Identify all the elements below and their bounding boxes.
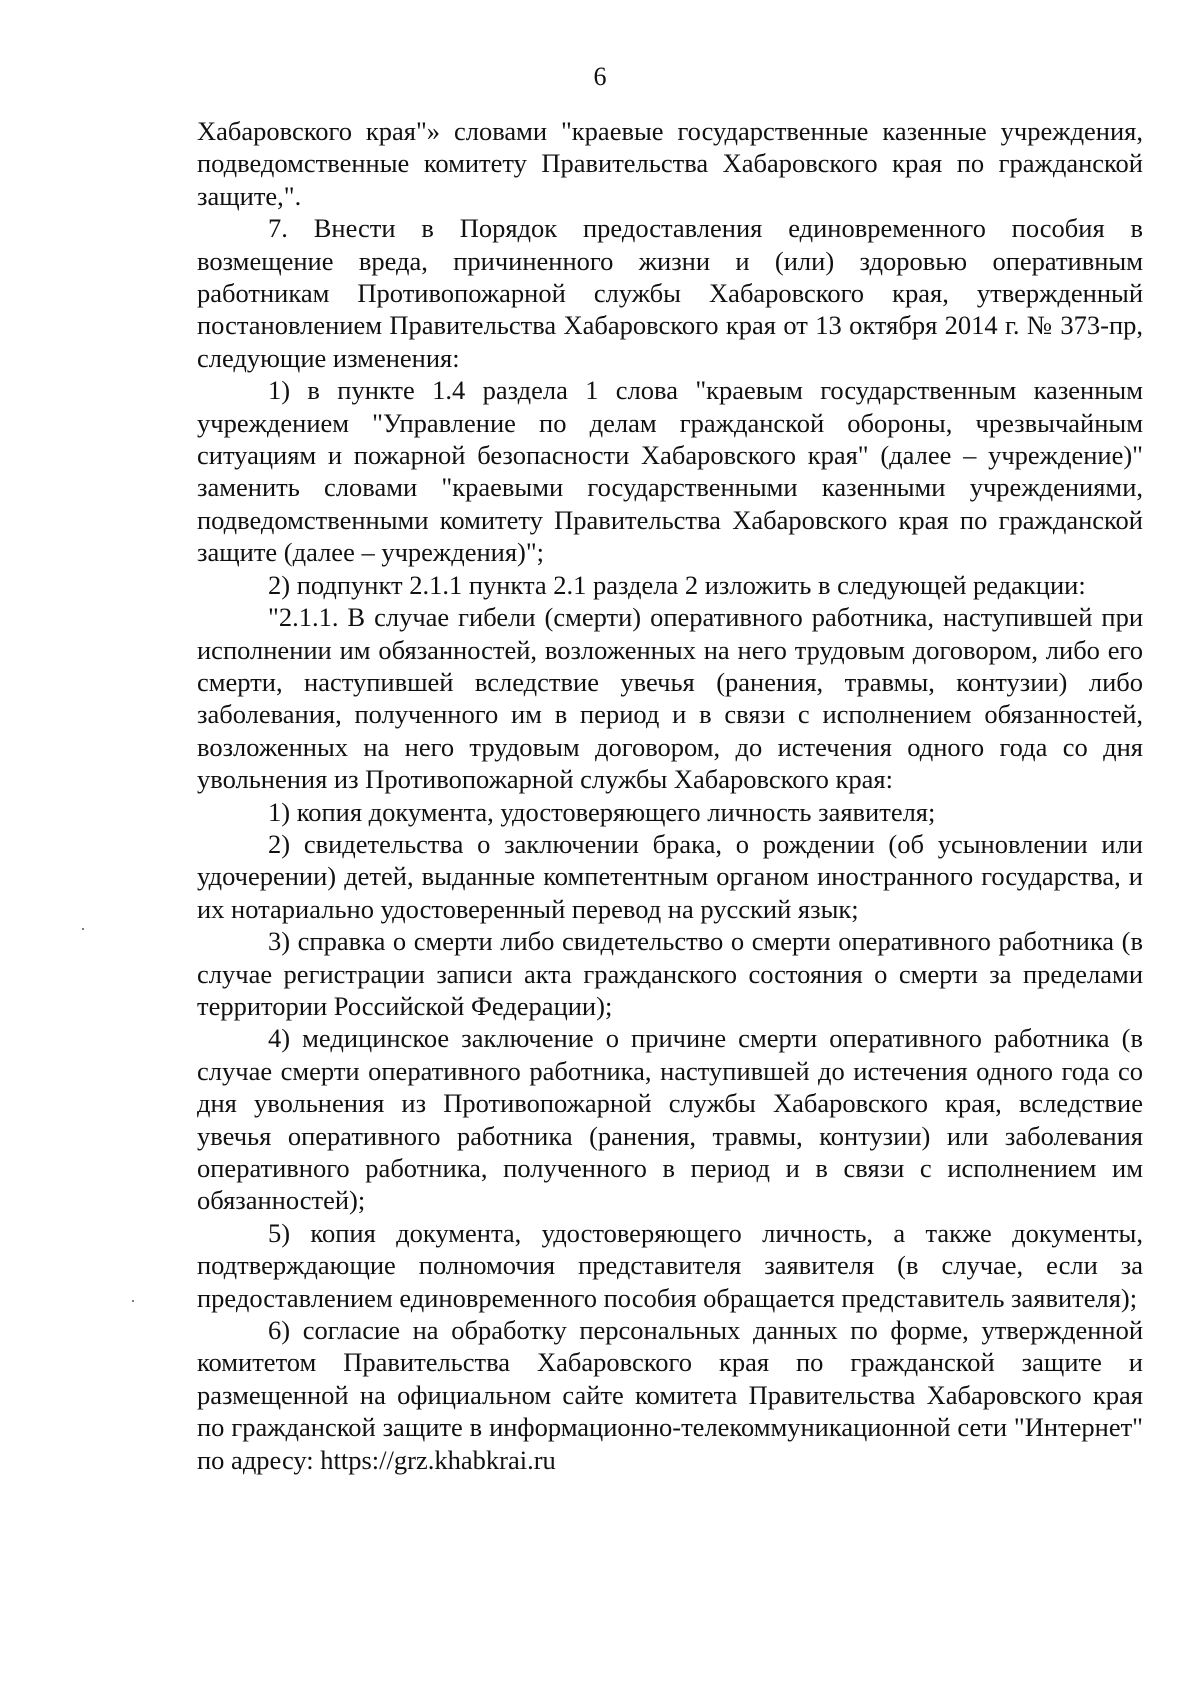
list-item-4: 4) медицинское заключение о причине смерти оперативного работника (в случае смерти оперативного работника, наступившей до истечения одного года со дня увольнения из Противопожарной службы Хабаровского края, вследствие увечья оперативного работника (ранения, травмы, контузии) или заболевания оперативного работника, полученного в период и в связи с исполнением им обязанностей); <box>197 1023 1143 1216</box>
paragraph-item-7: 7. Внести в Порядок предоставления единовременного пособия в возмещение вреда, причиненного жизни и (или) здоровью оперативным работникам Противопожарной службы Хабаровского края, утвержденный постановлением Правительства Хабаровского края от 13 октября 2014 г. № 373-пр, следующие изменения: <box>197 213 1143 373</box>
scan-speck <box>132 1300 134 1302</box>
paragraph-continuation: Хабаровского края"» словами "краевые государственные казенные учреждения, подведомственные комитету Правительства Хабаровского края по гражданской защите,". <box>197 116 1143 211</box>
page-number: 6 <box>593 62 607 91</box>
list-item-6: 6) согласие на обработку персональных данных по форме, утвержденной комитетом Правительства Хабаровского края по гражданской защите и размещенной на официальном сайте комитета Правительства Хабаровского края по гражданской защите в информационно-телекоммуникационной сети "Интернет" по адресу: https://grz.khabkrai.ru <box>197 1315 1143 1475</box>
scan-speck <box>82 928 84 930</box>
document-body <box>197 115 1143 1476</box>
list-item-1: 1) копия документа, удостоверяющего личность заявителя; <box>268 796 936 827</box>
paragraph-subitem-2: 2) подпункт 2.1.1 пункта 2.1 раздела 2 изложить в следующей редакции: <box>268 569 1086 600</box>
list-item-5: 5) копия документа, удостоверяющего личность, а также документы, подтверждающие полномочия представителя заявителя (в случае, если за предоставлением единовременного пособия обращается представитель заявителя); <box>197 1217 1143 1313</box>
list-item-2: 2) свидетельства о заключении брака, о рождении (об усыновлении или удочерении) детей, выданные компетентным органом иностранного государства, и их нотариально удостоверенный перевод на русский язык; <box>197 828 1143 924</box>
paragraph-clause-2-1-1: "2.1.1. В случае гибели (смерти) оперативного работника, наступившей при исполнении им обязанностей, возложенных на него трудовым договором, либо его смерти, наступившей вследствие увечья (ранения, травмы, контузии) либо заболевания, полученного им в период и в связи с исполнением обязанностей, возложенных на него трудовым договором, до истечения одного года со дня увольнения из Противопожарной службы Хабаровского края: <box>197 602 1143 795</box>
paragraph-subitem-1: 1) в пункте 1.4 раздела 1 слова "краевым государственным казенным учреждением "Управление по делам гражданской обороны, чрезвычайным ситуациям и пожарной безопасности Хабаровского края" (далее – учреждение)" заменить словами "краевыми государственными казенными учреждениями, подведомственными комитету Правительства Хабаровского края по гражданской защите (далее – учреждения)"; <box>197 375 1143 568</box>
list-item-3: 3) справка о смерти либо свидетельство о смерти оперативного работника (в случае регистрации записи акта гражданского состояния о смерти за пределами территории Российской Федерации); <box>197 926 1143 1021</box>
